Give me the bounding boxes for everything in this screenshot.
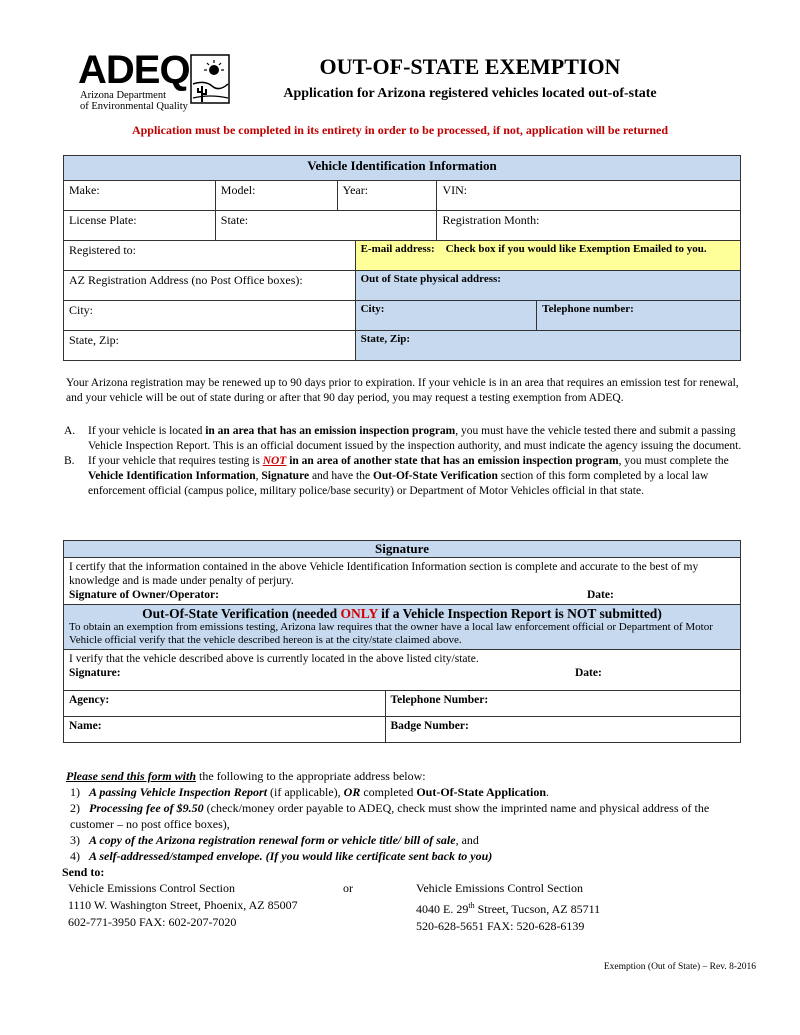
send-item-3	[66, 832, 756, 848]
city-field[interactable]: City:	[64, 301, 356, 331]
item-4-emphasis: A self-addressed/stamped envelope. (If you would like certificate sent back to you)	[89, 849, 493, 863]
tucson-address-line-2	[416, 897, 600, 918]
tucson-address	[416, 880, 600, 935]
item-1-emphasis: A passing Vehicle Inspection Report	[89, 785, 268, 799]
owner-date-label: Date:	[587, 589, 614, 601]
item-1-number: 1)	[70, 785, 80, 799]
send-to-label: Send to:	[62, 865, 105, 879]
vehicle-identification-table	[63, 155, 741, 361]
item-3-text: , and	[455, 833, 479, 847]
tucson-address-line-1: Vehicle Emissions Control Section	[416, 881, 583, 895]
logo-line-2: of Environmental Quality	[80, 101, 188, 112]
registered-to-field[interactable]: Registered to:	[64, 241, 356, 271]
verification-signature-section	[64, 650, 741, 691]
address-or: or	[343, 881, 353, 895]
instruction-a	[64, 424, 754, 454]
instruction-b-text-3: ,	[255, 470, 262, 482]
officer-telephone-field[interactable]: Telephone Number:	[385, 691, 740, 717]
email-checkbox-label: Check box if you would like Exemption Emailed to you.	[445, 243, 707, 255]
verification-heading-post: if a Vehicle Inspection Report is NOT submitted)	[377, 606, 662, 621]
item-2-emphasis: Processing fee of $9.50	[89, 801, 204, 815]
verify-statement: I verify that the vehicle described above is currently located in the above listed city/state.	[69, 653, 479, 665]
verifier-date-label: Date:	[575, 667, 602, 679]
agency-field[interactable]: Agency:	[64, 691, 386, 717]
instruction-b-text-4: and have the	[309, 470, 373, 482]
sun-cactus-emblem-icon	[190, 54, 230, 104]
phoenix-address-line-1: Vehicle Emissions Control Section	[68, 881, 235, 895]
instruction-b-bold-2: Vehicle Identification Information	[88, 470, 256, 482]
phoenix-address-line-2: 1110 W. Washington Street, Phoenix, AZ 85007	[68, 898, 298, 912]
instruction-b-text-2: , you must complete the	[618, 455, 729, 467]
instructions-list	[64, 424, 754, 499]
send-item-4	[66, 848, 756, 864]
item-1-or: OR	[343, 785, 361, 799]
only-emphasis: ONLY	[340, 606, 378, 621]
page-subtitle: Application for Arizona registered vehicles located out-of-state	[283, 86, 657, 101]
item-3-emphasis: A copy of the Arizona registration renewal form or vehicle title/ bill of sale	[89, 833, 456, 847]
email-label: E-mail address:	[360, 243, 435, 255]
year-field[interactable]: Year:	[337, 181, 437, 211]
oos-city-field[interactable]: City:	[355, 301, 537, 331]
email-field[interactable]	[355, 241, 740, 271]
owner-signature-label: Signature of Owner/Operator:	[69, 589, 219, 601]
instruction-b-bold-3: Signature	[261, 470, 310, 482]
item-4-number: 4)	[70, 849, 80, 863]
instruction-a-text: If your vehicle is located	[88, 425, 206, 437]
send-lead-text: the following to the appropriate address below:	[196, 769, 426, 783]
item-3-number: 3)	[70, 833, 80, 847]
phoenix-phone-fax: 602-771-3950 FAX: 602-207-7020	[68, 915, 237, 929]
tucson-street-number: 4040 E. 29	[416, 902, 469, 916]
page-title: OUT-OF-STATE EXEMPTION	[319, 54, 621, 79]
registration-month-field[interactable]: Registration Month:	[437, 211, 741, 241]
signature-heading: Signature	[64, 541, 741, 558]
instruction-b-bold-4: Out-Of-State Verification	[372, 470, 498, 482]
instruction-a-text-2: , you must have the vehicle tested there and submit a passing Vehicle Inspection Report. This is an official document issued by the inspection authority, and must indicate the agency issuing the document.	[88, 425, 742, 452]
send-lead-emphasis: Please send this form with	[66, 769, 197, 783]
instruction-b-label: B.	[64, 455, 75, 467]
logo-line-1: Arizona Department	[80, 90, 167, 101]
verifier-signature-label: Signature:	[69, 667, 121, 679]
state-zip-field[interactable]: State, Zip:	[64, 331, 356, 361]
mailing-instructions	[62, 768, 756, 934]
tucson-phone-fax: 520-628-5651 FAX: 520-628-6139	[416, 919, 585, 933]
signature-verification-table	[63, 540, 741, 743]
send-lead	[66, 768, 756, 784]
signature-section	[64, 558, 741, 605]
verification-heading-pre: Out-Of-State Verification (needed	[142, 606, 341, 621]
instruction-b-text: If your vehicle that requires testing is	[88, 455, 263, 467]
vehicle-section-heading: Vehicle Identification Information	[64, 156, 741, 181]
verification-header	[64, 605, 741, 650]
state-field[interactable]: State:	[215, 211, 437, 241]
item-1-bold: Out-Of-State Application	[416, 785, 546, 799]
item-2-text: (check/money order payable to ADEQ, check must show the imprinted name and physical address of the customer – no post office boxes),	[70, 801, 710, 831]
vin-field[interactable]: VIN:	[437, 181, 741, 211]
model-field[interactable]: Model:	[215, 181, 337, 211]
instruction-a-bold: in an area that has an emission inspection program	[205, 425, 456, 437]
out-of-state-address-field[interactable]: Out of State physical address:	[355, 271, 740, 301]
send-item-2	[66, 800, 756, 832]
verification-text: To obtain an exemption from emissions testing, Arizona law requires that the owner have a local law enforcement official or Department of Motor Vehicle official verify that the vehicle described hereon is at the city/state claimed above.	[69, 621, 713, 646]
item-1-text: (if applicable),	[267, 785, 344, 799]
tucson-street-rest: Street, Tucson, AZ 85711	[474, 902, 601, 916]
instruction-b-text-5: section of this form completed by a local law enforcement official (campus police, military police/base security) or Department of Motor Vehicles official in that state.	[88, 470, 709, 497]
make-field[interactable]: Make:	[64, 181, 216, 211]
intro-paragraph: Your Arizona registration may be renewed up to 90 days prior to expiration. If your vehicle is in an area that requires an emission test for renewal, and your vehicle will be out of state during or after that 90 day period, you may request a testing exemption from ADEQ.	[66, 377, 739, 404]
instruction-b-bold: in an area of another state that has an emission inspection program	[286, 455, 619, 467]
verification-heading	[69, 607, 735, 621]
certification-text: I certify that the information contained in the above Vehicle Identification Information section is complete and accurate to the best of my knowledge and is made under penalty of perjury.	[69, 561, 699, 587]
badge-number-field[interactable]: Badge Number:	[385, 717, 740, 743]
verifier-signature-line[interactable]	[69, 666, 735, 688]
owner-signature-line[interactable]	[69, 588, 735, 602]
logo-wordmark: ADEQ	[78, 48, 190, 92]
item-2-number: 2)	[70, 801, 80, 815]
phoenix-address	[68, 880, 298, 931]
name-field[interactable]: Name:	[64, 717, 386, 743]
send-item-1	[66, 784, 756, 800]
tucson-street-suffix: th	[468, 901, 475, 910]
oos-state-zip-field[interactable]: State, Zip:	[355, 331, 740, 361]
form-revision-footer: Exemption (Out of State) – Rev. 8-2016	[603, 962, 756, 972]
telephone-field[interactable]: Telephone number:	[537, 301, 741, 331]
instruction-b	[64, 454, 754, 499]
adeq-logo	[78, 48, 238, 112]
license-plate-field[interactable]: License Plate:	[64, 211, 216, 241]
logo-subtitle	[80, 90, 188, 112]
not-emphasis: NOT	[262, 455, 287, 467]
az-address-field[interactable]: AZ Registration Address (no Post Office boxes):	[64, 271, 356, 301]
instruction-a-label: A.	[64, 425, 76, 437]
item-1-text-2: completed	[360, 785, 417, 799]
addresses	[66, 880, 756, 934]
item-1-end: .	[546, 785, 549, 799]
completion-warning: Application must be completed in its entirety in order to be processed, if not, application will be returned	[131, 123, 669, 137]
